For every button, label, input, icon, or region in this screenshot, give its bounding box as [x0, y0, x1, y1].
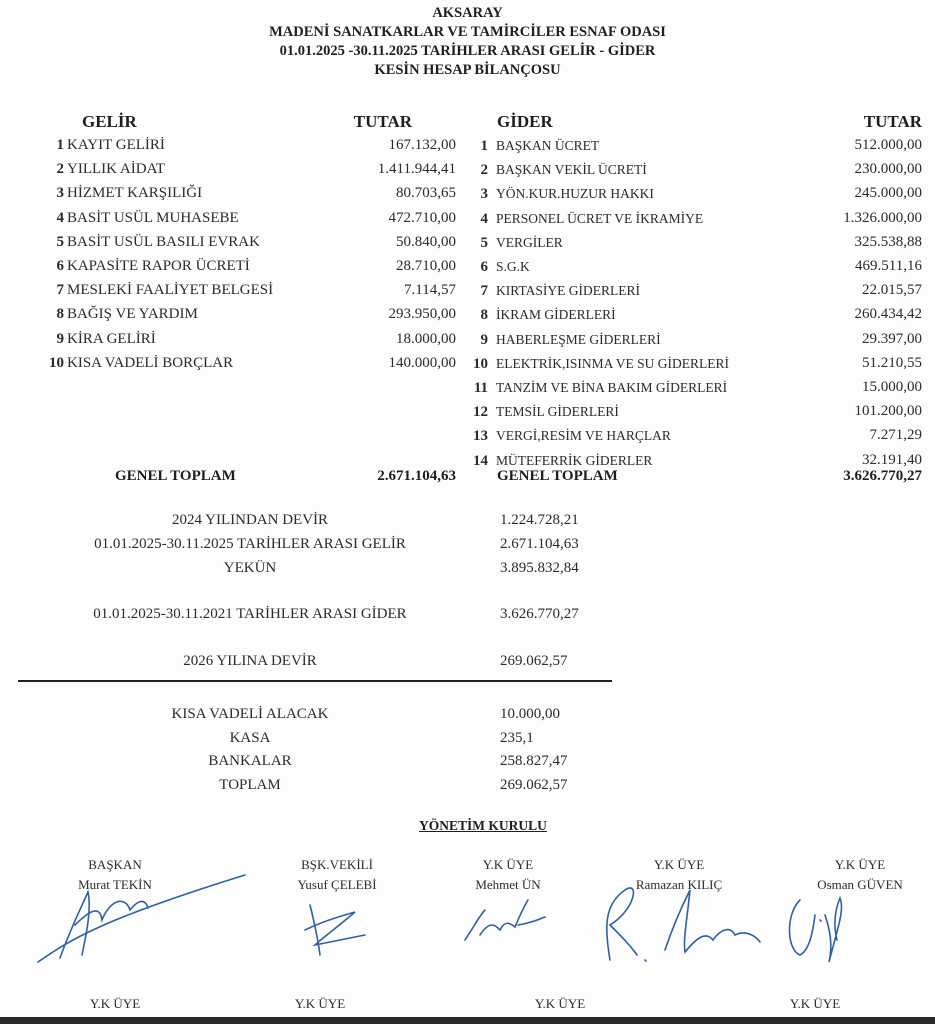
- income-row-name: KİRA GELİRİ: [67, 330, 156, 347]
- expense-row-amount: 7.271,29: [869, 427, 922, 444]
- summary-label: 2026 YILINA DEVİR: [183, 653, 317, 669]
- expense-row-number: 7: [480, 283, 488, 300]
- income-row-amount: 80.703,65: [396, 185, 456, 202]
- expense-row-name: BAŞKAN ÜCRET: [496, 138, 600, 153]
- signatory-role: Y.K ÜYE: [294, 996, 346, 1011]
- summary-label: 2024 YILINDAN DEVİR: [171, 512, 329, 528]
- expense-row-amount: 29.397,00: [862, 330, 922, 347]
- income-row-number: 4: [56, 209, 64, 226]
- income-row-amount: 50.840,00: [396, 233, 456, 250]
- income-row-number: 10: [49, 354, 64, 371]
- income-row-amount: 1.411.944,41: [377, 161, 456, 178]
- expense-row-number: 2: [480, 162, 488, 179]
- expense-row-name: VERGİLER: [496, 234, 563, 250]
- signature-osman-guven: [775, 890, 855, 965]
- income-total-label: GENEL TOPLAM: [115, 468, 236, 484]
- signatory-role: Y.K ÜYE: [482, 857, 534, 872]
- expense-total: 3.626.770,27: [843, 468, 922, 484]
- expense-amount-header: TUTAR: [863, 112, 922, 131]
- asset-label: TOPLAM: [219, 777, 281, 794]
- asset-label: BANKALAR: [208, 753, 292, 770]
- asset-value: 258.827,47: [500, 753, 568, 770]
- income-row-name: BASİT USÜL MUHASEBE: [67, 209, 239, 226]
- signature-murat-tekin: [30, 870, 260, 970]
- income-row-name: KAYIT GELİRİ: [67, 137, 165, 153]
- summary-label: 01.01.2025-30.11.2025 TARİHLER ARASI GELİR: [94, 536, 406, 552]
- expense-row-amount: 512.000,00: [854, 137, 922, 153]
- income-row-name: KISA VADELİ BORÇLAR: [67, 354, 234, 371]
- income-row-name: HİZMET KARŞILIĞI: [67, 185, 203, 202]
- signatory-role: Y.K ÜYE: [653, 857, 705, 872]
- board-title: YÖNETİM KURULU: [419, 818, 547, 833]
- asset-label: KISA VADELİ ALACAK: [171, 706, 329, 722]
- summary-label: YEKÜN: [223, 560, 277, 576]
- signatory-role: BŞK.VEKİLİ: [301, 857, 373, 872]
- summary-value: 3.895.832,84: [500, 560, 579, 576]
- income-row-number: 3: [56, 185, 64, 202]
- expense-row-amount: 325.538,88: [854, 233, 922, 250]
- income-row-amount: 167.132,00: [388, 137, 456, 153]
- expense-row-name: YÖN.KUR.HUZUR HAKKI: [496, 186, 654, 202]
- income-row-name: BAĞIŞ VE YARDIM: [67, 306, 198, 323]
- signature-ramazan-kilic: [595, 880, 765, 965]
- income-row-amount: 18.000,00: [396, 330, 456, 347]
- city-title: AKSARAY: [432, 5, 503, 21]
- summary-value: 1.224.728,21: [500, 512, 579, 528]
- expense-row-number: 4: [480, 210, 488, 227]
- income-row-number: 7: [56, 282, 64, 299]
- expense-row-amount: 469.511,16: [855, 258, 922, 274]
- organization-title: MADENİ SANATKARLAR VE TAMİRCİLER ESNAF ODASI: [269, 24, 666, 40]
- income-row-number: 1: [56, 137, 64, 153]
- bottom-edge: [0, 1017, 935, 1024]
- summary-value: 3.626.770,27: [500, 606, 579, 622]
- asset-value: 269.062,57: [500, 777, 568, 794]
- expense-row-amount: 15.000,00: [862, 379, 922, 395]
- signature-mehmet-un: [460, 895, 550, 945]
- expense-row-name: HABERLEŞME GİDERLERİ: [496, 331, 661, 347]
- expense-row-name: MÜTEFERRİK GİDERLER: [496, 452, 653, 468]
- signatory-role: Y.K ÜYE: [89, 996, 141, 1011]
- expense-row-name: KIRTASİYE GİDERLERİ: [496, 283, 640, 299]
- expense-row-number: 3: [480, 186, 488, 203]
- expense-row-amount: 22.015,57: [862, 282, 922, 299]
- expense-row-amount: 32.191,40: [862, 451, 922, 468]
- expense-row-name: İKRAM GİDERLERİ: [496, 307, 616, 323]
- expense-row-number: 1: [480, 138, 488, 154]
- signatory-role: Y.K ÜYE: [534, 996, 586, 1011]
- expense-row-amount: 101.200,00: [854, 403, 922, 420]
- asset-value: 235,1: [500, 729, 534, 746]
- expense-row-number: 5: [480, 234, 488, 251]
- expense-row-name: VERGİ,RESİM VE HARÇLAR: [496, 428, 671, 444]
- summary-value: 2.671.104,63: [500, 536, 579, 552]
- expense-row-name: S.G.K: [496, 259, 530, 274]
- expense-row-name: ELEKTRİK,ISINMA VE SU GİDERLERİ: [496, 355, 729, 371]
- expense-row-name: TEMSİL GİDERLERİ: [496, 404, 619, 420]
- expense-row-name: BAŞKAN VEKİL ÜCRETİ: [496, 162, 647, 178]
- signatory-role: Y.K ÜYE: [789, 996, 841, 1011]
- income-total: 2.671.104,63: [377, 468, 456, 484]
- expense-row-number: 13: [473, 428, 488, 445]
- signatory-role: BAŞKAN: [88, 857, 142, 872]
- expense-row-number: 12: [473, 404, 488, 421]
- expense-row-number: 14: [473, 452, 488, 469]
- income-row-name: MESLEKİ FAALİYET BELGESİ: [67, 282, 274, 299]
- summary-label: 01.01.2025-30.11.2021 TARİHLER ARASI GİDER: [93, 606, 407, 622]
- expense-row-name: PERSONEL ÜCRET VE İKRAMİYE: [496, 210, 704, 226]
- expense-total-label: GENEL TOPLAM: [497, 468, 618, 484]
- expense-row-name: TANZİM VE BİNA BAKIM GİDERLERİ: [496, 380, 728, 395]
- income-row-name: KAPASİTE RAPOR ÜCRETİ: [67, 258, 250, 274]
- income-row-amount: 28.710,00: [396, 258, 456, 274]
- expense-row-amount: 260.434,42: [854, 306, 922, 323]
- income-row-amount: 140.000,00: [388, 354, 456, 371]
- document-title: KESİN HESAP BİLANÇOSU: [374, 62, 561, 78]
- income-row-name: YILLIK AİDAT: [67, 161, 165, 178]
- expense-row-number: 8: [480, 307, 488, 324]
- signatory-role: Y.K ÜYE: [834, 857, 886, 872]
- expense-row-amount: 51.210,55: [862, 354, 922, 371]
- expense-row-amount: 245.000,00: [854, 185, 922, 202]
- period-title: 01.01.2025 -30.11.2025 TARİHLER ARASI GELİR - GİDER: [279, 43, 656, 59]
- income-row-name: BASİT USÜL BASILI EVRAK: [67, 233, 260, 250]
- asset-value: 10.000,00: [500, 706, 560, 722]
- income-row-number: 8: [56, 306, 64, 323]
- income-row-number: 5: [56, 233, 64, 250]
- income-row-amount: 472.710,00: [388, 209, 456, 226]
- expense-row-number: 6: [480, 259, 488, 275]
- income-row-number: 2: [56, 161, 64, 178]
- expense-row-number: 10: [473, 355, 488, 372]
- expense-row-number: 11: [473, 380, 488, 396]
- income-header: GELİR: [82, 112, 137, 131]
- signatory-name: Mehmet ÜN: [475, 877, 541, 892]
- expense-row-amount: 1.326.000,00: [843, 209, 922, 226]
- signatory-name: Murat TEKİN: [78, 877, 152, 892]
- expense-row-number: 9: [480, 331, 488, 348]
- income-row-number: 6: [56, 258, 64, 274]
- signatory-name: Ramazan KILIÇ: [635, 877, 723, 892]
- signature-yusuf-celebi: [300, 900, 370, 960]
- income-row-amount: 7.114,57: [404, 282, 456, 299]
- expense-row-amount: 230.000,00: [854, 161, 922, 178]
- divider-line: [18, 680, 612, 682]
- signatory-name: Osman GÜVEN: [817, 877, 903, 892]
- income-row-amount: 293.950,00: [388, 306, 456, 323]
- asset-label: KASA: [229, 729, 271, 746]
- signatory-name: Yusuf ÇELEBİ: [297, 877, 377, 892]
- income-amount-header: TUTAR: [353, 112, 412, 131]
- income-row-number: 9: [56, 330, 64, 347]
- expense-header: GİDER: [497, 112, 553, 131]
- summary-value: 269.062,57: [500, 653, 568, 669]
